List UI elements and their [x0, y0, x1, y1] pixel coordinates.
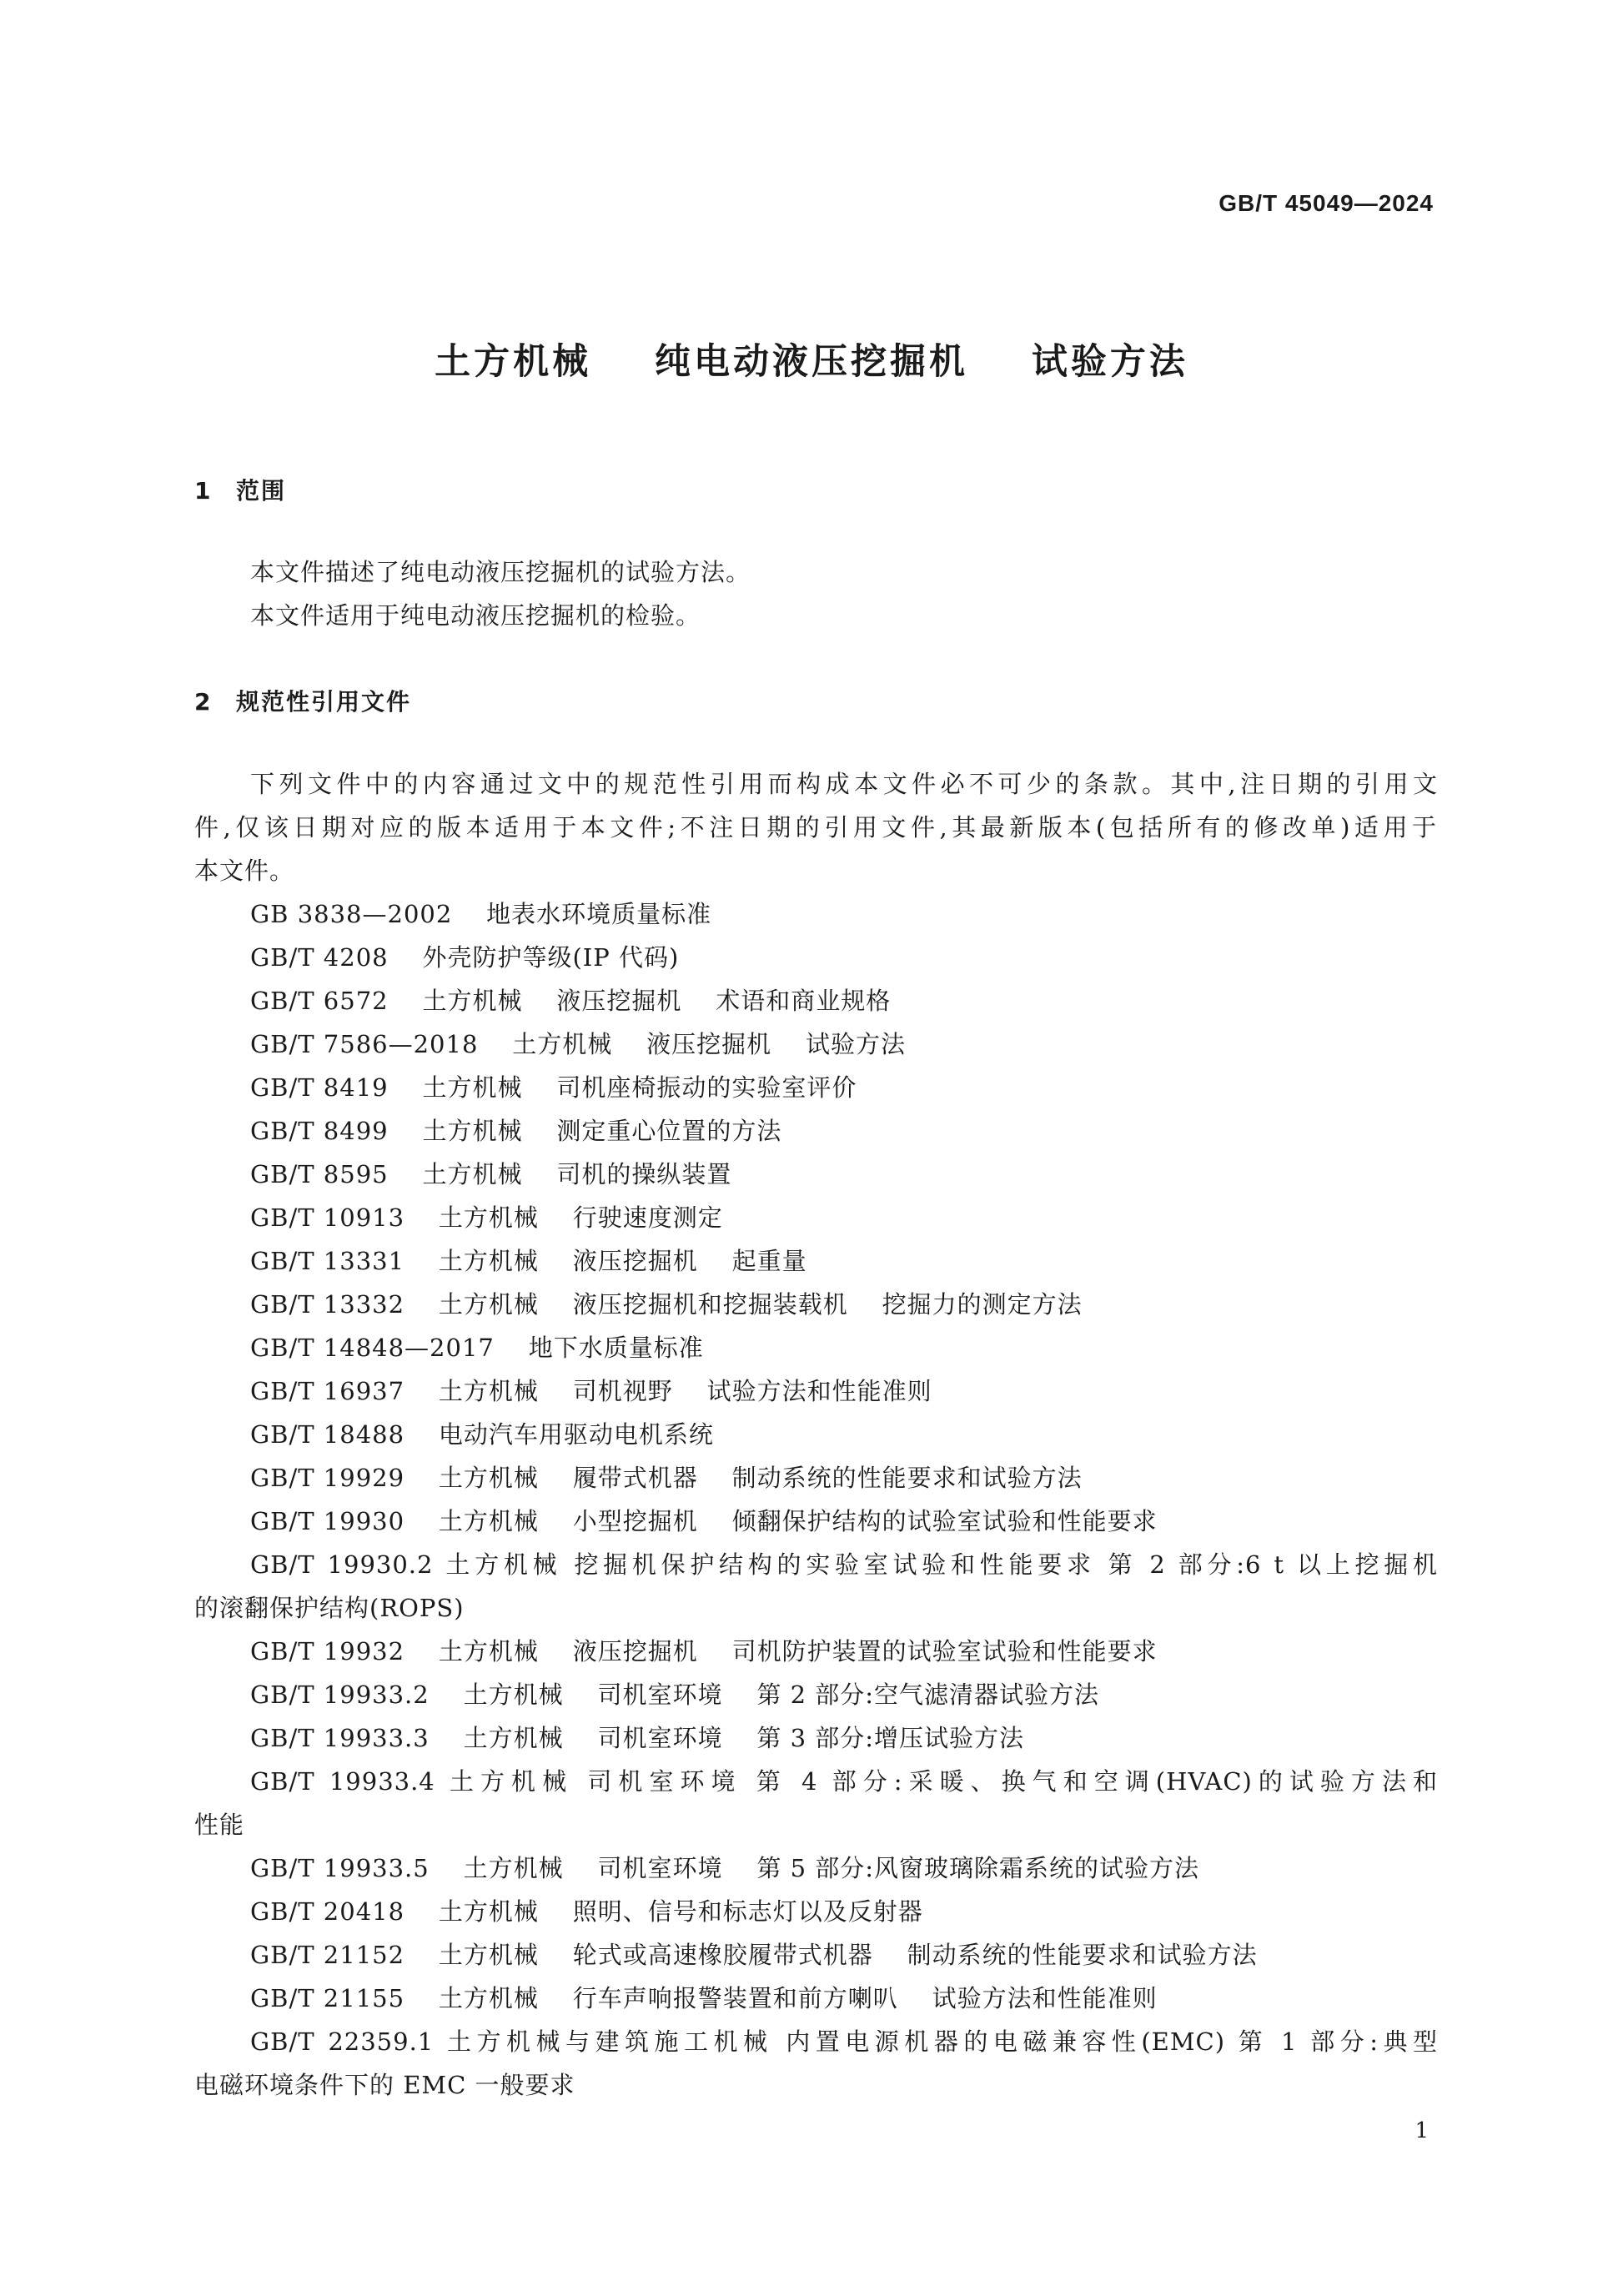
- section-2-intro-line: 下列文件中的内容通过文中的规范性引用而构成本文件必不可少的条款。其中,注日期的引用文: [250, 770, 1438, 798]
- document-title: 土方机械 纯电动液压挖掘机 试验方法: [435, 341, 1188, 383]
- reference-item: GB/T 21152 土方机械 轮式或高速橡胶履带式机器 制动系统的性能要求和试验方法: [250, 1941, 1258, 1969]
- reference-item-continuation: 的滚翻保护结构(ROPS): [194, 1594, 465, 1622]
- reference-item: GB/T 6572 土方机械 液压挖掘机 术语和商业规格: [250, 987, 892, 1015]
- reference-item: GB/T 21155 土方机械 行车声响报警装置和前方喇叭 试验方法和性能准则: [250, 1984, 1158, 2012]
- reference-item: GB/T 4208 外壳防护等级(IP 代码): [250, 943, 680, 972]
- reference-item: GB/T 20418 土方机械 照明、信号和标志灯以及反射器: [250, 1897, 923, 1926]
- section-1-number: 1: [194, 477, 213, 505]
- reference-item-continuation: 电磁环境条件下的 EMC 一般要求: [194, 2071, 575, 2099]
- reference-item-continuation: 性能: [194, 1811, 245, 1839]
- reference-item: GB/T 22359.1 土方机械与建筑施工机械 内置电源机器的电磁兼容性(EMC) 第 1 部分:典型: [250, 2027, 1438, 2056]
- reference-item: GB/T 7586—2018 土方机械 液压挖掘机 试验方法: [250, 1030, 907, 1058]
- page-number: 1: [1414, 2118, 1429, 2143]
- section-1-paragraph: 本文件适用于纯电动液压挖掘机的检验。: [250, 601, 701, 630]
- standard-number: GB/T 45049—2024: [1219, 190, 1434, 216]
- reference-item: GB/T 19929 土方机械 履带式机器 制动系统的性能要求和试验方法: [250, 1464, 1083, 1492]
- section-2-title: 规范性引用文件: [236, 688, 412, 716]
- reference-item: GB/T 14848—2017 地下水质量标准: [250, 1334, 704, 1362]
- reference-item: GB/T 19933.5 土方机械 司机室环境 第 5 部分:风窗玻璃除霜系统的试验方法: [250, 1854, 1200, 1882]
- reference-item: GB/T 8499 土方机械 测定重心位置的方法: [250, 1117, 782, 1145]
- section-1-heading: [194, 473, 286, 506]
- reference-item: GB/T 8595 土方机械 司机的操纵装置: [250, 1160, 732, 1188]
- section-1-paragraph: 本文件描述了纯电动液压挖掘机的试验方法。: [250, 558, 751, 586]
- reference-item: GB/T 19933.4 土方机械 司机室环境 第 4 部分:采暖、换气和空调(HVAC)的试验方法和: [250, 1767, 1438, 1796]
- section-2-number: 2: [194, 688, 213, 716]
- reference-item: GB/T 19933.3 土方机械 司机室环境 第 3 部分:增压试验方法: [250, 1724, 1025, 1752]
- section-2-heading: [194, 684, 411, 717]
- reference-item: GB/T 19930 土方机械 小型挖掘机 倾翻保护结构的试验室试验和性能要求: [250, 1507, 1158, 1535]
- reference-item: GB/T 19932 土方机械 液压挖掘机 司机防护装置的试验室试验和性能要求: [250, 1637, 1158, 1665]
- reference-item: GB/T 18488 电动汽车用驱动电机系统: [250, 1420, 714, 1449]
- section-2-intro-line: 件,仅该日期对应的版本适用于本文件;不注日期的引用文件,其最新版本(包括所有的修改单)适用于: [194, 813, 1437, 842]
- reference-item: GB/T 8419 土方机械 司机座椅振动的实验室评价: [250, 1073, 857, 1102]
- section-2-intro-line: 本文件。: [194, 857, 295, 885]
- reference-item: GB/T 13331 土方机械 液压挖掘机 起重量: [250, 1247, 807, 1275]
- reference-item: GB/T 16937 土方机械 司机视野 试验方法和性能准则: [250, 1377, 932, 1405]
- section-1-title: 范围: [236, 477, 287, 505]
- reference-item: GB/T 19930.2 土方机械 挖掘机保护结构的实验室试验和性能要求 第 2 部分:6 t 以上挖掘机: [250, 1550, 1438, 1579]
- reference-item: GB/T 19933.2 土方机械 司机室环境 第 2 部分:空气滤清器试验方法: [250, 1681, 1100, 1709]
- reference-item: GB/T 13332 土方机械 液压挖掘机和挖掘装载机 挖掘力的测定方法: [250, 1290, 1083, 1319]
- reference-item: GB 3838—2002 地表水环境质量标准: [250, 900, 712, 928]
- reference-item: GB/T 10913 土方机械 行驶速度测定: [250, 1203, 723, 1232]
